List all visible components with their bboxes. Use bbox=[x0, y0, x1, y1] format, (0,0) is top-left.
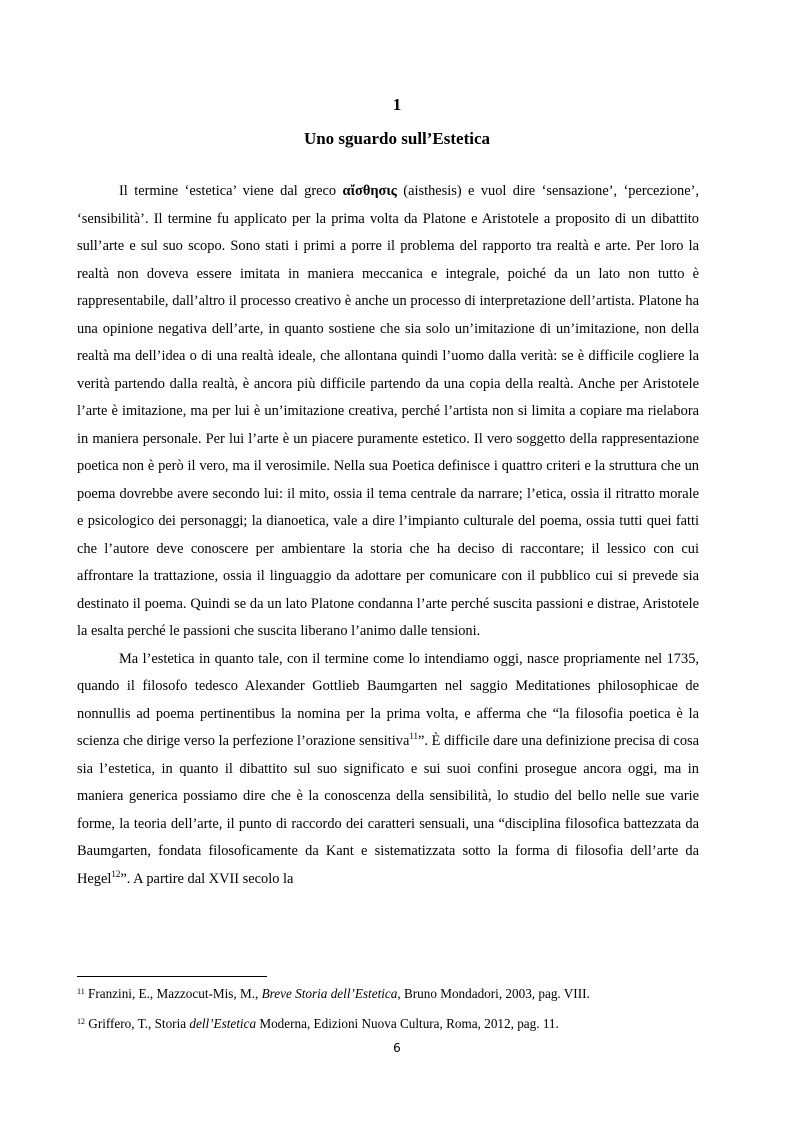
footnote-12 bbox=[77, 1015, 717, 1033]
paragraph-2-part-3: ”. A partire dal XVII secolo la bbox=[120, 870, 294, 887]
footnote-book-title: dell’Estetica bbox=[189, 1016, 257, 1031]
body-text bbox=[77, 178, 699, 893]
footnote-text: Franzini, E., Mazzocut-Mis, M., bbox=[84, 986, 262, 1001]
footnote-separator bbox=[77, 976, 267, 977]
chapter-title: Uno sguardo sull’Estetica bbox=[303, 129, 491, 148]
footnote-text: , Bruno Mondadori, 2003, pag. VIII. bbox=[397, 986, 590, 1001]
footnote-book-title: Breve Storia dell’Estetica bbox=[261, 986, 398, 1001]
footnote-text: Moderna, Edizioni Nuova Cultura, Roma, 2012, pag. 11. bbox=[256, 1016, 559, 1031]
paragraph-1-intro: Il termine ‘estetica’ viene dal greco bbox=[119, 183, 343, 199]
greek-term: αἴσθησις bbox=[342, 183, 397, 199]
chapter-number: 1 bbox=[392, 95, 402, 114]
footnote-marker: 11 bbox=[77, 987, 85, 996]
footnote-text: Griffero, T., Storia bbox=[85, 1016, 190, 1031]
footnote-ref-12[interactable]: 12 bbox=[111, 868, 121, 879]
paragraph-2 bbox=[77, 646, 699, 894]
page-number: 6 bbox=[393, 1041, 401, 1055]
footnote-marker: 12 bbox=[77, 1017, 85, 1026]
footnote-11 bbox=[77, 985, 717, 1003]
paragraph-1-text: (aisthesis) e vuol dire ‘sensazione’, ‘percezione’, ‘sensibilità’. Il termine fu applicato per la prima volta da Platone e Aristotele a proposito di un dibattito sull’arte e sul suo scopo. Sono stati i primi a porre il problema del rapporto tra realtà e arte. Per loro la realtà non doveva essere imitata in maniera meccanica e integrale, poiché da un lato non tutto è rappresentabile, dall’altro il processo creativo è anche un processo di interpretazione dell’artista. Platone ha una opinione negativa dell’arte, in quanto sostiene che sia solo un’imitazione di un’imitazione, non della realtà ma dell’idea o di una realtà ideale, che allontana quindi l’uomo dalla verità: se è difficile cogliere la verità partendo dalla realtà, è ancora più difficile partendo da una copia della realtà. Anche per Aristotele l’arte è imitazione, ma per lui è un’imitazione creativa, perché l’artista non si limita a copiare ma rielabora in maniera personale. Per lui l’arte è un piacere puramente estetico. Il vero soggetto della rappresentazione poetica non è però il vero, ma il verosimile. Nella sua Poetica definisce i quattro criteri e la struttura che un poema dovrebbe avere secondo lui: il mito, ossia il tema centrale da narrare; l’etica, ossia il ritratto morale e psicologico dei personaggi; la dianoetica, vale a dire l’impianto culturale del poema, ossia tutti quei fatti che l’autore deve conoscere per ambientare la storia che ha deciso di raccontare; il lessico con cui affrontare la trattazione, ossia il linguaggio da adottare per comunicare con il pubblico cui si prevede sia destinato il poema. Quindi se da un lato Platone condanna l’arte perché suscita passioni e distrae, Aristotele la esalta perché le passioni che suscita liberano l’animo dalle tensioni. bbox=[77, 183, 699, 639]
paragraph-2-part-1: Ma l’estetica in quanto tale, con il termine come lo intendiamo oggi, nasce propriamente nel 1735, quando il filosofo tedesco Alexander Gottlieb Baumgarten nel saggio Meditationes philosophicae de nonnullis ad poema pertinentibus la nomina per la prima volta, e afferma che “la filosofia poetica è la scienza che dirige verso la perfezione l’orazione sensitiva bbox=[77, 650, 699, 749]
footnote-ref-11[interactable]: 11 bbox=[409, 731, 419, 741]
paragraph-2-part-2: ”. È difficile dare una definizione precisa di cosa sia l’estetica, in quanto il dibattito sul suo significato e sui suoi confini prosegue ancora oggi, ma in maniera generica possiamo dire che è la conoscenza della sensibilità, lo studio del bello nelle sue varie forme, la teoria dell’arte, il punto di raccordo dei caratteri sensuali, una “disciplina filosofica battezzata da Baumgarten, fondata filosoficamente da Kant e sistematizzata sotto la forma di filosofia dell’arte da Hegel bbox=[77, 733, 699, 887]
paragraph-1 bbox=[77, 178, 699, 646]
